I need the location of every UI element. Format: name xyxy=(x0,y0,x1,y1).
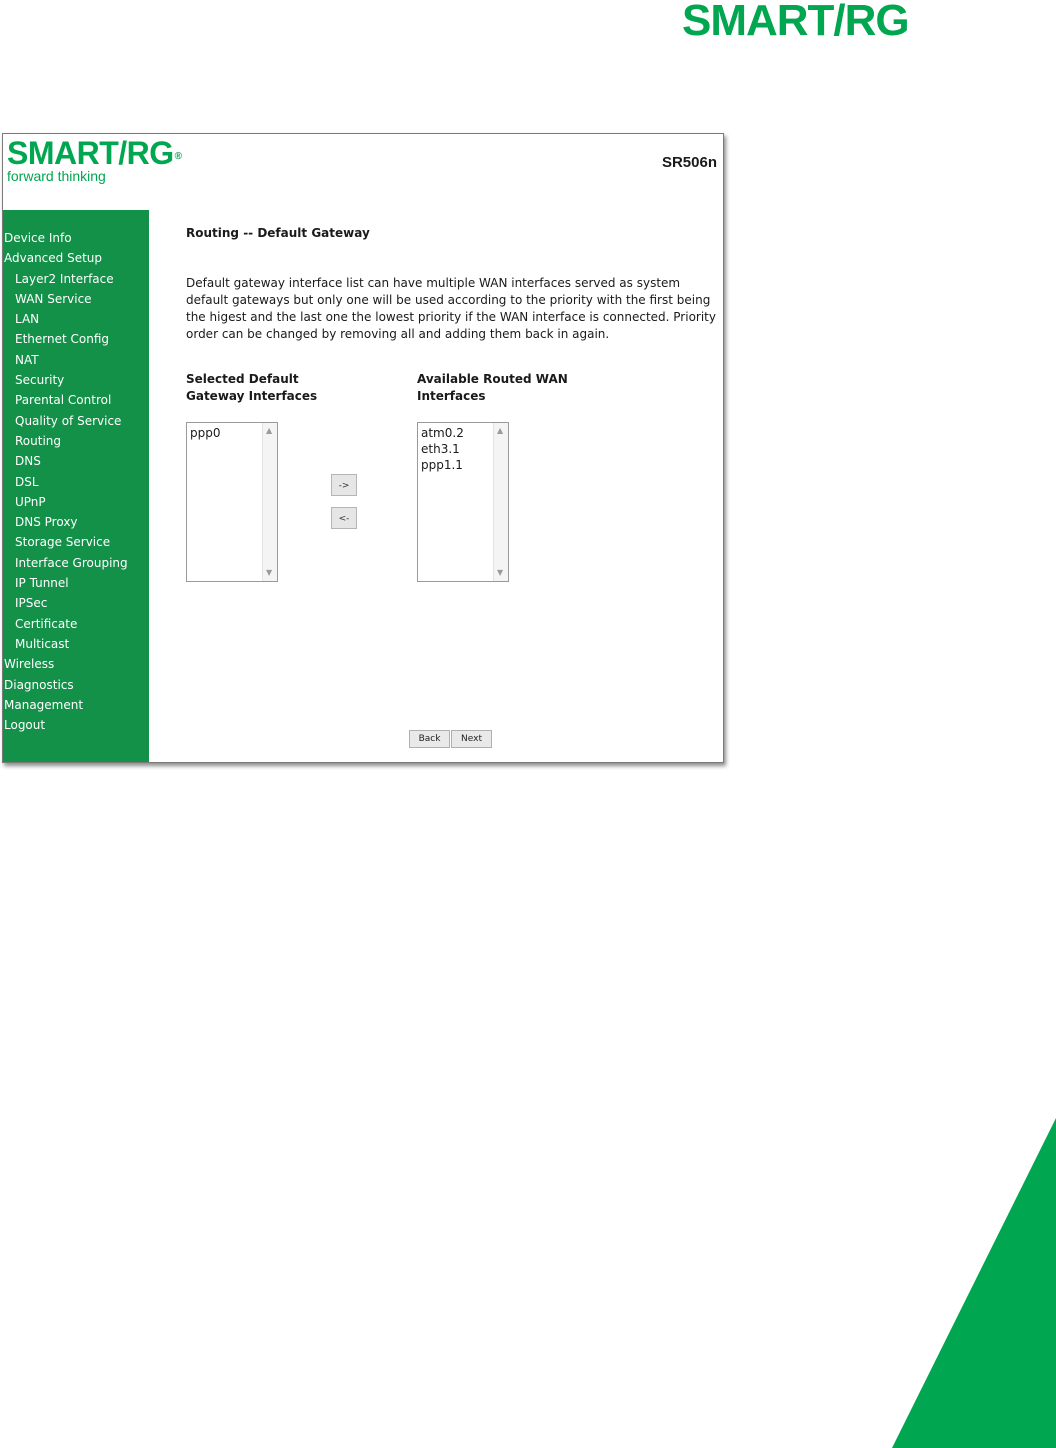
available-wan-items xyxy=(421,425,464,473)
available-wan-label-line2: Interfaces xyxy=(417,389,486,403)
remove-interface-button[interactable]: <- xyxy=(331,507,357,529)
sidebar-item-quality-of-service[interactable]: Quality of Service xyxy=(15,413,122,428)
next-button[interactable]: Next xyxy=(451,730,492,748)
page-title: Routing -- Default Gateway xyxy=(186,226,370,240)
selected-gateway-label-line2: Gateway Interfaces xyxy=(186,389,318,403)
brand-tagline: forward thinking xyxy=(7,168,106,184)
list-option[interactable]: atm0.2 xyxy=(421,426,464,440)
sidebar-item-diagnostics[interactable]: Diagnostics xyxy=(4,677,74,692)
sidebar-item-nat[interactable]: NAT xyxy=(15,352,39,367)
brand-name: SMART/RG xyxy=(7,135,174,171)
sidebar xyxy=(3,210,149,762)
sidebar-item-management[interactable]: Management xyxy=(4,697,84,712)
sidebar-item-logout[interactable]: Logout xyxy=(4,718,46,733)
add-interface-button[interactable]: -> xyxy=(331,474,357,496)
sidebar-item-parental-control[interactable]: Parental Control xyxy=(15,393,112,408)
page-description: Default gateway interface list can have multiple WAN interfaces served as system default gateways but only one will be used according to the priority with the first being the higest and the last one the lowest priority if the WAN interface is connected. Priority order can be changed by removing all and adding them back in again. xyxy=(186,276,716,341)
selected-gateway-listbox[interactable] xyxy=(186,422,278,582)
sidebar-item-multicast[interactable]: Multicast xyxy=(15,636,70,651)
sidebar-item-ethernet-config[interactable]: Ethernet Config xyxy=(15,332,110,347)
main-content xyxy=(186,210,716,762)
sidebar-item-advanced-setup[interactable]: Advanced Setup xyxy=(4,251,103,266)
available-wan-label xyxy=(417,371,597,405)
sidebar-item-dns[interactable]: DNS xyxy=(15,454,41,469)
available-wan-listbox[interactable] xyxy=(417,422,509,582)
header xyxy=(3,134,723,210)
list-option[interactable]: eth3.1 xyxy=(421,442,460,456)
sidebar-item-routing[interactable]: Routing xyxy=(15,433,62,448)
scrollbar[interactable] xyxy=(493,423,508,581)
list-option[interactable]: ppp0 xyxy=(190,426,221,440)
scrollbar[interactable] xyxy=(262,423,277,581)
list-option[interactable]: ppp1.1 xyxy=(421,458,463,472)
sidebar-item-upnp[interactable]: UPnP xyxy=(15,494,46,509)
selected-gateway-label-line1: Selected Default xyxy=(186,372,299,386)
sidebar-item-wan-service[interactable]: WAN Service xyxy=(15,291,92,306)
scroll-down-icon[interactable]: ▼ xyxy=(497,568,504,577)
sidebar-menu xyxy=(3,210,149,735)
sidebar-item-layer2-interface[interactable]: Layer2 Interface xyxy=(15,271,114,286)
page-logo: SMART/RG xyxy=(682,0,909,45)
registered-mark: ® xyxy=(174,151,182,162)
sidebar-item-storage-service[interactable]: Storage Service xyxy=(15,535,111,550)
sidebar-item-dsl[interactable]: DSL xyxy=(15,474,39,489)
brand-logo xyxy=(7,136,182,170)
available-wan-label-line1: Available Routed WAN xyxy=(417,372,568,386)
back-button[interactable]: Back xyxy=(409,730,450,748)
sidebar-item-device-info[interactable]: Device Info xyxy=(4,231,72,245)
sidebar-item-lan[interactable]: LAN xyxy=(15,312,40,327)
model-name: SR506n xyxy=(661,154,717,171)
sidebar-item-ipsec[interactable]: IPSec xyxy=(15,596,48,611)
sidebar-item-certificate[interactable]: Certificate xyxy=(15,616,78,631)
router-ui-screenshot xyxy=(2,133,724,763)
sidebar-item-interface-grouping[interactable]: Interface Grouping xyxy=(15,555,128,570)
scroll-up-icon[interactable]: ▲ xyxy=(266,426,273,435)
scroll-down-icon[interactable]: ▼ xyxy=(266,568,273,577)
scroll-up-icon[interactable]: ▲ xyxy=(497,426,504,435)
sidebar-item-wireless[interactable]: Wireless xyxy=(4,657,55,672)
sidebar-item-ip-tunnel[interactable]: IP Tunnel xyxy=(15,576,69,591)
selected-gateway-label xyxy=(186,371,366,405)
selected-gateway-items xyxy=(190,425,221,441)
sidebar-item-security[interactable]: Security xyxy=(15,373,65,388)
sidebar-item-dns-proxy[interactable]: DNS Proxy xyxy=(15,515,78,530)
